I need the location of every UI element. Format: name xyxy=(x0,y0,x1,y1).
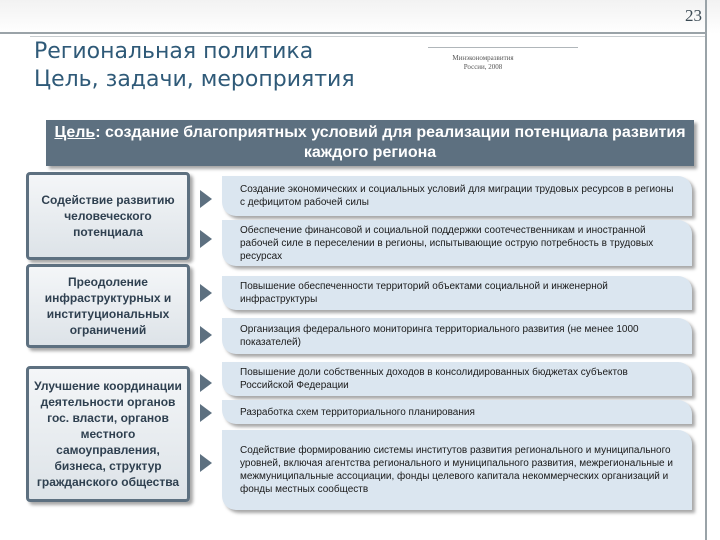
measure-text: Разработка схем территориального планирования xyxy=(240,406,475,418)
source-line-1: Минэкономразвития xyxy=(452,54,514,62)
measure-box xyxy=(222,400,692,424)
measure-box xyxy=(222,176,692,216)
title-line-2: Цель, задачи, мероприятия xyxy=(34,67,355,92)
measure-box xyxy=(222,220,692,266)
top-divider-thin xyxy=(30,36,705,37)
measure-box xyxy=(222,430,692,510)
source-caption xyxy=(428,54,538,72)
arrow-right-icon xyxy=(200,404,212,422)
measure-text: Повышение доли собственных доходов в консолидированных бюджетах субъектов Российской Федерации xyxy=(240,367,628,391)
measure-text: Организация федерального мониторинга территориального развития (не менее 1000 показателей) xyxy=(240,324,639,348)
slide-top-bar xyxy=(0,0,720,34)
measure-box xyxy=(222,276,692,310)
measure-text: Создание экономических и социальных условий для миграции трудовых ресурсов в регионы с дефицитом рабочей силы xyxy=(240,184,674,208)
goal-label: Цель xyxy=(54,124,96,141)
task-box-infrastructure xyxy=(26,264,190,348)
source-divider xyxy=(428,47,578,48)
arrow-right-icon xyxy=(200,190,212,208)
measure-text: Содействие формированию системы институтов развития регионального и муниципального уровней, включая агентства регионального и муниципального развития, межрегиональные и межмуниципальные ассоциации, фонды целевого капитала некоммерческих организаций и фонды местных сообществ xyxy=(240,445,673,495)
task-text: Содействие развитию человеческого потенциала xyxy=(41,193,175,239)
goal-banner xyxy=(46,120,694,166)
task-box-human-potential xyxy=(26,172,190,260)
goal-text: : создание благоприятных условий для реализации потенциала развития каждого региона xyxy=(95,124,686,161)
measure-box xyxy=(222,318,692,354)
right-divider xyxy=(705,0,707,540)
task-text: Улучшение координации деятельности органов гос. власти, органов местного самоуправления, бизнеса, структур гражданского общества xyxy=(34,379,182,489)
arrow-right-icon xyxy=(200,374,212,392)
arrow-right-icon xyxy=(200,284,212,302)
measure-text: Обеспечение финансовой и социальной поддержки соотечественникам и иностранной рабочей силе в переселении в регионы, испытывающие острую потребность в трудовых ресурсах xyxy=(240,224,654,262)
measure-text: Повышение обеспеченности территорий объектами социальной и инженерной инфраструктуры xyxy=(240,281,608,305)
page-number: 23 xyxy=(685,6,702,25)
arrow-right-icon xyxy=(200,326,212,344)
measure-box xyxy=(222,362,692,396)
slide-title xyxy=(34,38,414,94)
top-divider xyxy=(0,32,705,34)
arrow-right-icon xyxy=(200,454,212,472)
title-line-1: Региональная политика xyxy=(34,39,314,64)
arrow-right-icon xyxy=(200,230,212,248)
task-box-coordination xyxy=(26,366,190,502)
task-text: Преодоление инфраструктурных и институциональных ограничений xyxy=(44,275,172,337)
source-line-2: России, 2008 xyxy=(463,63,503,71)
